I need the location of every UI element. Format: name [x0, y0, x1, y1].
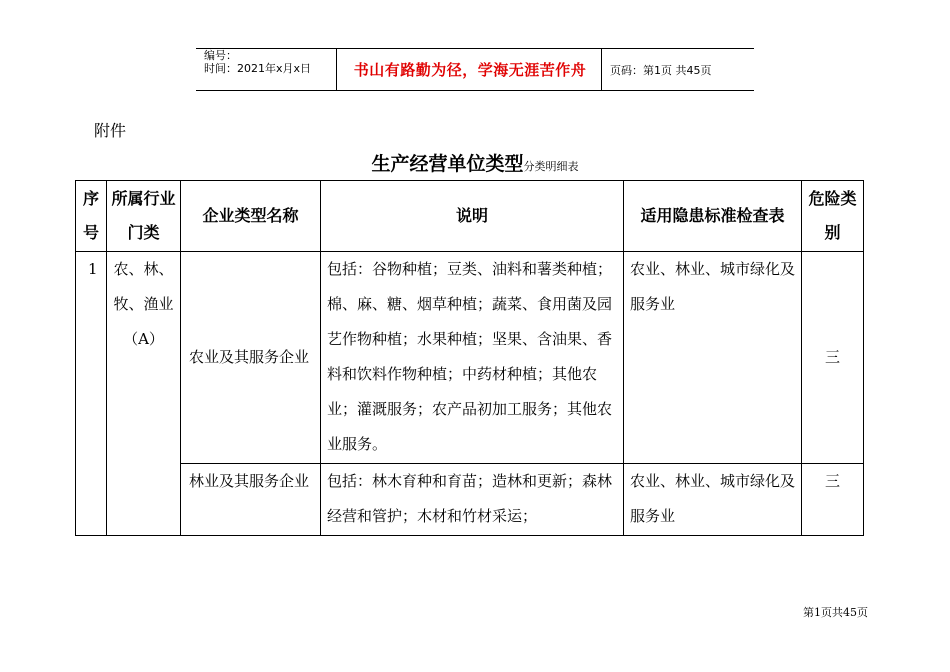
cell-standard: 农业、林业、城市绿化及服务业: [624, 464, 802, 536]
document-title: [0, 149, 950, 176]
cell-risk: 三: [802, 252, 864, 464]
cell-standard: 农业、林业、城市绿化及服务业: [624, 252, 802, 464]
title-sub: 分类明细表: [523, 160, 579, 173]
cell-no: 1: [76, 252, 107, 536]
title-main: 生产经营单位类型: [371, 153, 524, 175]
header-no: 序号: [76, 181, 107, 252]
header-standard: 适用隐患标准检查表: [624, 181, 802, 252]
header-motto: 书山有路勤为径，学海无涯苦作舟: [353, 61, 587, 79]
table-row: [76, 252, 864, 464]
annex-label: 附件: [94, 121, 127, 140]
cell-name: 农业及其服务企业: [181, 252, 321, 464]
header-time-label: 时间：2021年x月x日: [204, 62, 312, 75]
table-header-row: [76, 181, 864, 252]
header-page-label: 页码：第1页 共45页: [610, 63, 712, 77]
header-divider: [601, 48, 602, 91]
cell-risk: 三: [802, 464, 864, 536]
header-industry: 所属行业门类: [107, 181, 181, 252]
cell-desc: 包括：谷物种植；豆类、油料和薯类种植；棉、麻、糖、烟草种植；蔬菜、食用菌及园艺作物种植；水果种植；坚果、含油果、香料和饮料作物种植；中药材种植；其他农业；灌溉服务；农产品初加工服务；其他农业服务。: [321, 252, 624, 464]
cell-name: 林业及其服务企业: [181, 464, 321, 536]
classification-table: [75, 180, 864, 536]
header-number-label: 编号：: [204, 49, 237, 62]
cell-industry: 农、林、牧、渔业（A）: [107, 252, 181, 536]
header-bottom-rule: [196, 90, 754, 91]
footer-page-number: 第1页共45页: [803, 606, 868, 619]
header-meta: [204, 49, 311, 75]
header-desc: 说明: [321, 181, 624, 252]
header-divider: [336, 48, 337, 91]
cell-desc: 包括：林木育种和育苗；造林和更新；森林经营和管护；木材和竹材采运；: [321, 464, 624, 536]
table-row: [76, 464, 864, 536]
document-header: [196, 48, 754, 91]
header-risk: 危险类别: [802, 181, 864, 252]
header-name: 企业类型名称: [181, 181, 321, 252]
